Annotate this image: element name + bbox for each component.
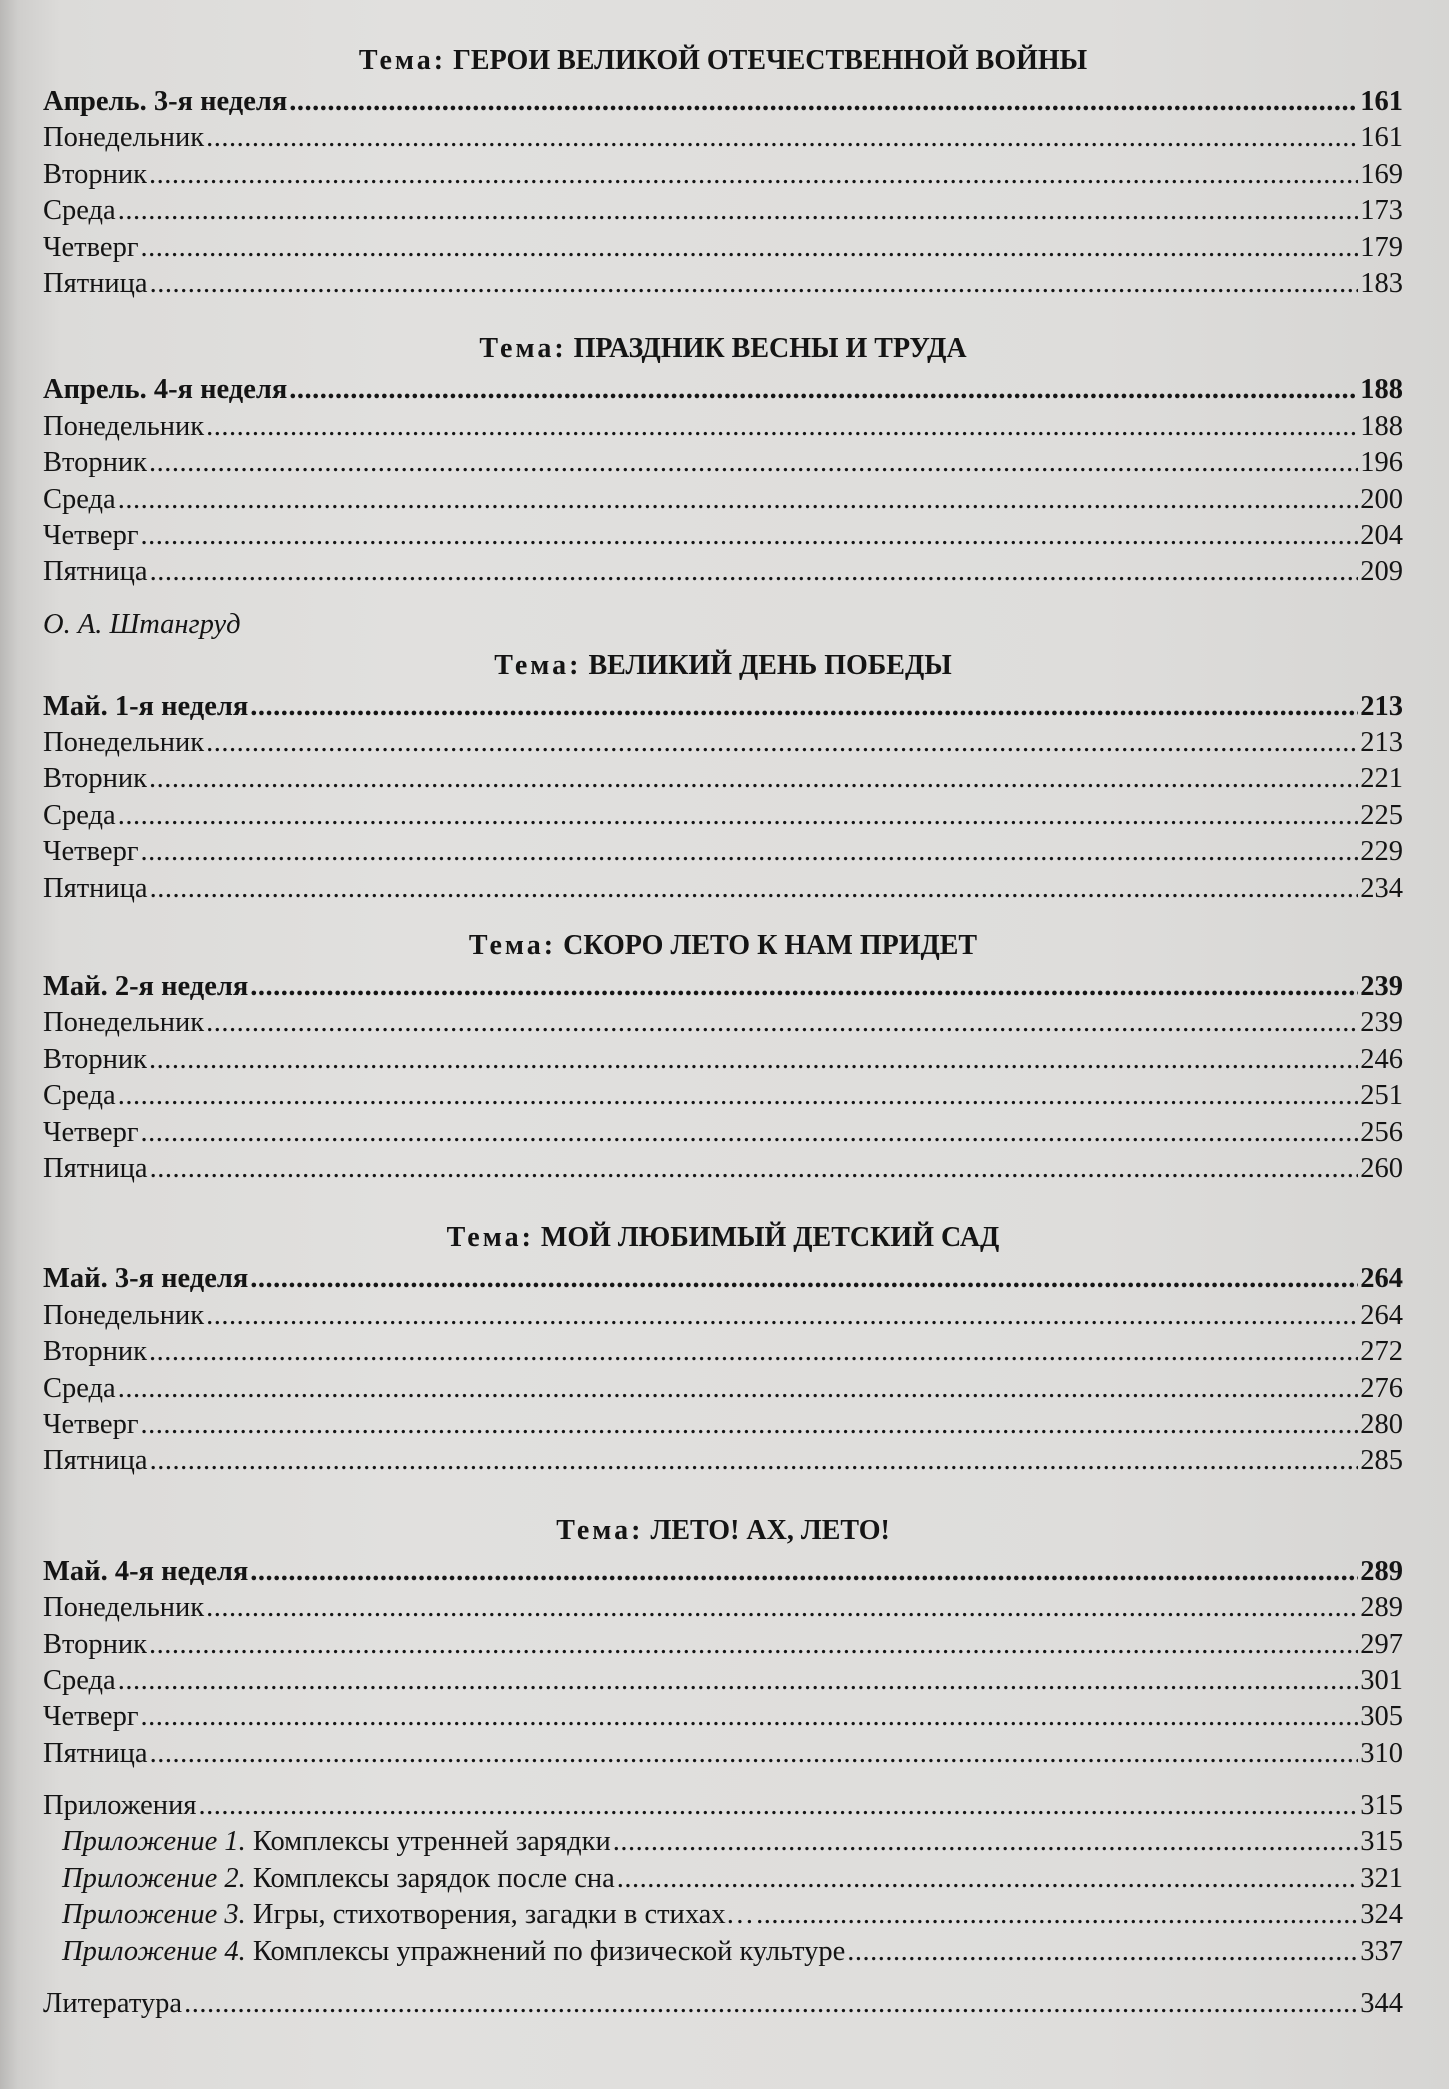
toc-day-entry[interactable]: Среда ..... 225 (43, 798, 1403, 834)
toc-day-entry[interactable]: Вторник ..... 169 (43, 157, 1403, 193)
toc-day-entry[interactable]: Среда ..... 276 (43, 1371, 1403, 1407)
toc-day-entry[interactable]: Вторник ..... 196 (43, 445, 1403, 481)
toc-week-entry[interactable]: Апрель. 4-я неделя ..... 188 (43, 372, 1403, 408)
toc-week-entry[interactable]: Май. 2-я неделя ..... 239 (43, 969, 1403, 1005)
table-of-contents (43, 38, 1403, 2022)
toc-day-entry[interactable]: Пятница ..... 209 (43, 554, 1403, 590)
section-heading: Тема: МОЙ ЛЮБИМЫЙ ДЕТСКИЙ САД (446, 1222, 1000, 1254)
toc-section (43, 1508, 1403, 1772)
toc-day-entry[interactable]: Среда ..... 200 (43, 482, 1403, 518)
toc-day-entry[interactable]: Четверг ..... 305 (43, 1699, 1403, 1735)
toc-appendix-entry[interactable]: Приложение 2. Комплексы зарядок после сна ..... 321 (43, 1861, 1403, 1897)
section-heading: Тема: ВЕЛИКИЙ ДЕНЬ ПОБЕДЫ (494, 649, 952, 681)
toc-day-entry[interactable]: Понедельник ..... 161 (43, 120, 1403, 156)
toc-day-entry[interactable]: Понедельник ..... 239 (43, 1005, 1403, 1041)
toc-day-entry[interactable]: Среда ..... 251 (43, 1078, 1403, 1114)
toc-day-entry[interactable]: Пятница ..... 183 (43, 266, 1403, 302)
toc-day-entry[interactable]: Четверг ..... 256 (43, 1115, 1403, 1151)
toc-week-entry[interactable]: Апрель. 3-я неделя ..... 161 (43, 84, 1403, 120)
toc-day-entry[interactable]: Понедельник ..... 264 (43, 1298, 1403, 1334)
toc-appendix-entry[interactable]: Приложение 3. Игры, стихотворения, загадки в стихах… ..... 324 (43, 1897, 1403, 1933)
toc-day-entry[interactable]: Четверг ..... 280 (43, 1407, 1403, 1443)
toc-appendices-entry[interactable]: Приложения ..... 315 (43, 1788, 1403, 1824)
section-heading: Тема: ЛЕТО! АХ, ЛЕТО! (556, 1514, 890, 1546)
toc-literature-entry[interactable]: Литература ..... 344 (43, 1986, 1403, 2022)
toc-day-entry[interactable]: Понедельник ..... 188 (43, 409, 1403, 445)
toc-day-entry[interactable]: Понедельник ..... 213 (43, 725, 1403, 761)
toc-day-entry[interactable]: Пятница ..... 260 (43, 1151, 1403, 1187)
toc-day-entry[interactable]: Вторник ..... 221 (43, 761, 1403, 797)
toc-appendix-entry[interactable]: Приложение 4. Комплексы упражнений по физической культуре ..... 337 (43, 1934, 1403, 1970)
toc-section (43, 326, 1403, 590)
toc-section (43, 923, 1403, 1187)
toc-day-entry[interactable]: Пятница ..... 285 (43, 1443, 1403, 1479)
section-heading: Тема: СКОРО ЛЕТО К НАМ ПРИДЕТ (468, 930, 978, 962)
toc-day-entry[interactable]: Вторник ..... 272 (43, 1334, 1403, 1370)
toc-day-entry[interactable]: Понедельник ..... 289 (43, 1590, 1403, 1626)
section-heading: Тема: ПРАЗДНИК ВЕСНЫ И ТРУДА (479, 333, 967, 365)
toc-section (43, 38, 1403, 302)
toc-section (43, 607, 1403, 907)
toc-section (43, 1215, 1403, 1479)
toc-day-entry[interactable]: Вторник ..... 297 (43, 1627, 1403, 1663)
toc-day-entry[interactable]: Среда ..... 301 (43, 1663, 1403, 1699)
toc-day-entry[interactable]: Четверг ..... 229 (43, 834, 1403, 870)
toc-day-entry[interactable]: Пятница ..... 234 (43, 871, 1403, 907)
toc-week-entry[interactable]: Май. 4-я неделя ..... 289 (43, 1554, 1403, 1590)
toc-appendix-entry[interactable]: Приложение 1. Комплексы утренней зарядки ..... 315 (43, 1824, 1403, 1860)
toc-week-entry[interactable]: Май. 1-я неделя ..... 213 (43, 689, 1403, 725)
toc-day-entry[interactable]: Четверг ..... 179 (43, 230, 1403, 266)
toc-day-entry[interactable]: Среда ..... 173 (43, 193, 1403, 229)
toc-day-entry[interactable]: Вторник ..... 246 (43, 1042, 1403, 1078)
toc-day-entry[interactable]: Четверг ..... 204 (43, 518, 1403, 554)
toc-week-entry[interactable]: Май. 3-я неделя ..... 264 (43, 1261, 1403, 1297)
appendices-section (43, 1788, 1403, 1970)
author-name: О. А. Штангруд (43, 608, 241, 640)
toc-day-entry[interactable]: Пятница ..... 310 (43, 1736, 1403, 1772)
section-heading: Тема: ГЕРОИ ВЕЛИКОЙ ОТЕЧЕСТВЕННОЙ ВОЙНЫ (358, 45, 1088, 76)
